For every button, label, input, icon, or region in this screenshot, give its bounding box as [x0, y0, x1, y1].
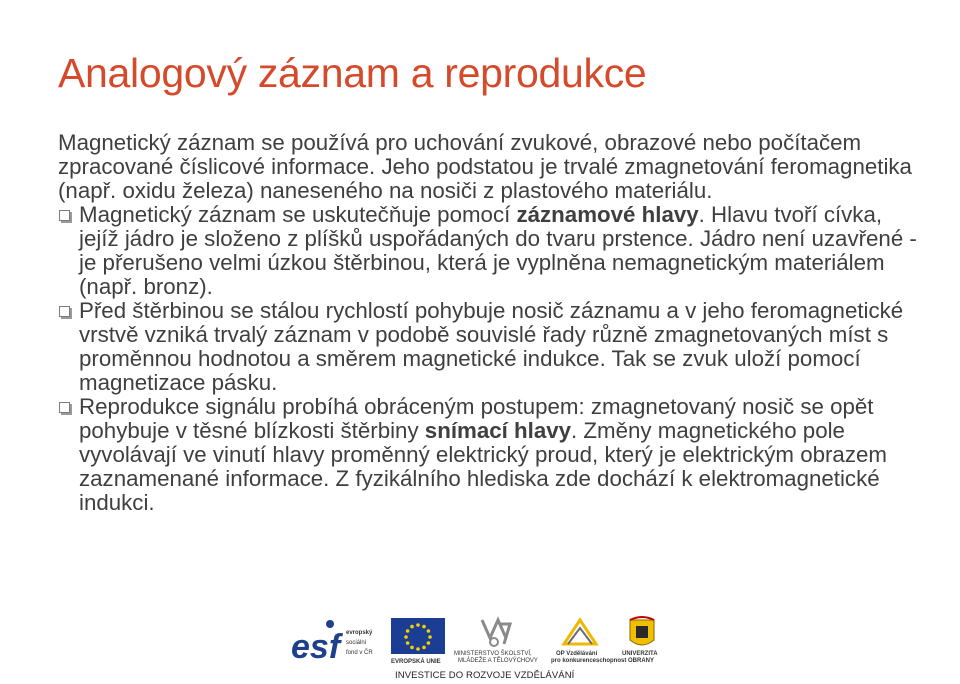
svg-text:fond v ČR: fond v ČR	[346, 650, 373, 656]
bullet-bold-term: záznamové hlavy	[516, 202, 699, 227]
bullet-text: . Změny magnetického pole vyvolávají ve vinutí hlavy proměnný elektrický proud, který je elektrickým obrazem zaznamenané informace. Z fyzikálního hlediska zde dochází k elektromagnetické indukci.	[79, 418, 887, 515]
footer-text: INVESTICE DO ROZVOJE VZDĚLÁVÁNÍ	[395, 670, 575, 681]
svg-text:OP Vzdělávání: OP Vzdělávání	[556, 651, 598, 657]
sponsor-logos	[290, 614, 670, 668]
bullet-reproduction	[58, 395, 918, 515]
bullet-text: . Hlavu tvoří cívka, jejíž jádro je složeno z plíšků uspořádaných do tvaru prstence. Jádro není uzavřené - je přerušeno velmi úzkou štěrbinou, která je vyplněna nemagnetickým materiálem (např. bronz).	[79, 202, 917, 299]
bullet-carrier	[58, 299, 918, 395]
svg-text:OBRANY: OBRANY	[628, 658, 655, 664]
slide-body	[58, 131, 918, 515]
svg-text:MINISTERSTVO ŠKOLSTVÍ,: MINISTERSTVO ŠKOLSTVÍ,	[454, 651, 532, 657]
svg-text:pro konkurenceschopnost: pro konkurenceschopnost	[551, 658, 627, 664]
msmt-logo	[452, 614, 544, 666]
checkbox-bullet-icon	[59, 402, 70, 413]
slide-title: Analogový záznam a reprodukce	[58, 50, 647, 96]
esf-logo	[290, 614, 388, 666]
checkbox-bullet-icon	[59, 210, 70, 221]
svg-text:esf: esf	[291, 628, 341, 666]
eu-flag-logo	[389, 614, 449, 666]
intro-paragraph: Magnetický záznam se používá pro uchování zvukové, obrazové nebo počítačem zpracované číslicové informace. Jeho podstatou je trvalé zmagnetování feromagnetika (např. oxidu železa) naneseného na nosiči z plastového materiálu.	[58, 130, 912, 203]
op-vk-logo	[550, 614, 627, 666]
bullet-recording-head	[58, 203, 918, 299]
svg-text:sociální: sociální	[346, 640, 367, 646]
checkbox-bullet-icon	[59, 306, 70, 317]
svg-text:EVROPSKÁ UNIE: EVROPSKÁ UNIE	[391, 659, 441, 665]
university-emblem-logo	[616, 614, 668, 666]
bullet-bold-term: snímací hlavy	[424, 418, 572, 443]
bullet-text: Reprodukce signálu probíhá obráceným postupem: zmagnetovaný nosič se opět pohybuje v těsné blízkosti štěrbiny	[79, 394, 874, 443]
bullet-text: Před štěrbinou se stálou rychlostí pohybuje nosič záznamu a v jeho feromagnetické vrstvě vzniká trvalý záznam v podobě souvislé řady různě zmagnetovaných míst s proměnnou hodnotou a směrem magnetické indukce. Tak se zvuk uloží pomocí magnetizace pásku.	[79, 298, 904, 395]
svg-text:MLÁDEŽE A TĚLOVÝCHOVY: MLÁDEŽE A TĚLOVÝCHOVY	[458, 658, 538, 664]
svg-text:evropský: evropský	[346, 630, 373, 636]
svg-text:UNIVERZITA: UNIVERZITA	[622, 651, 658, 657]
bullet-text: Magnetický záznam se uskutečňuje pomocí	[79, 202, 517, 227]
